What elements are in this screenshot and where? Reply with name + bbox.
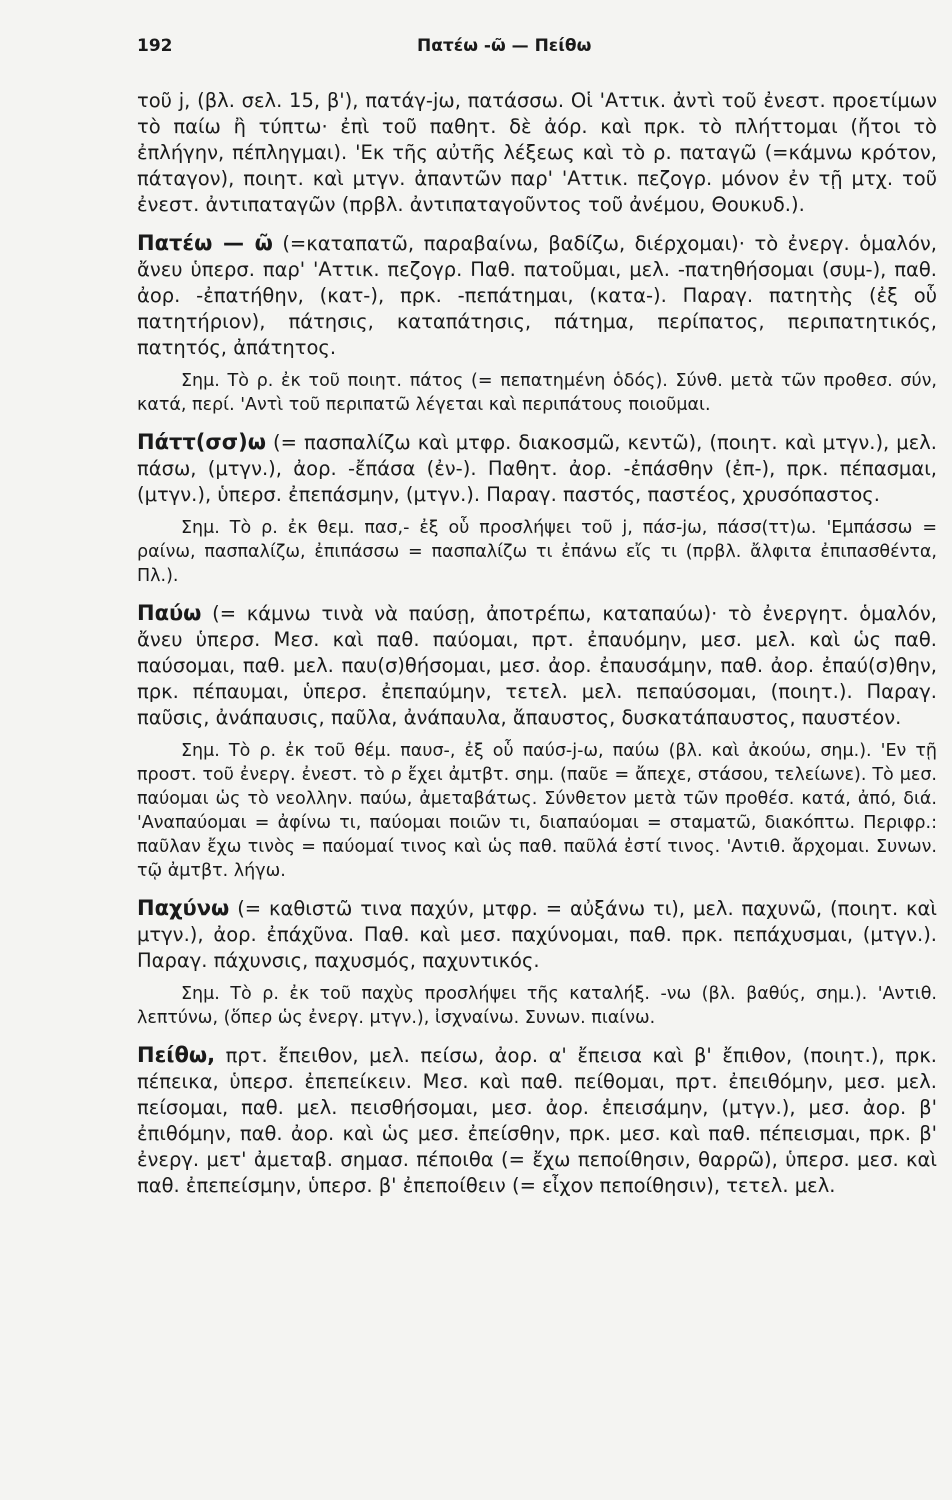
- running-head: Πατέω -ῶ — Πείθω: [417, 36, 592, 56]
- entry-text: (= κάμνω τινὰ νὰ παύσῃ, ἀποτρέπω, καταπαύω)· τὸ ἐνεργητ. ὁμαλόν, ἄνευ ὑπερσ. Μεσ. καὶ παθ. παύομαι, πρτ. ἐπαυόμην, μεσ. μελ. καὶ ὡς παθ. παύσομαι, παθ. μελ. παυ(σ)θήσομαι, μεσ. ἀορ. ἐπαυσάμην, παθ. ἀορ. ἐπαύ(σ)θην, πρκ. πέπαυμαι, ὑπερσ. ἐπεπαύμην, τετελ. μελ. πεπαύσομαι, (ποιητ.). Παραγ. παῦσις, ἀνάπαυσις, παῦλα, ἀνάπαυλα, ἄπαυστος, δυσκατάπαυστος, παυστέον.: [137, 602, 937, 729]
- entry-peitho: [137, 1042, 937, 1199]
- entry-pauo: [137, 600, 937, 731]
- entry-text: τοῦ j, (βλ. σελ. 15, β'), πατάγ-jω, πατάσσω. Οἱ 'Αττικ. ἀντὶ τοῦ ἐνεστ. προετίμων τὸ παίω ἢ τύπτω· ἐπὶ τοῦ παθητ. δὲ ἀόρ. καὶ πρκ. τὸ πλήττομαι (ἤτοι τὸ ἐπλήγην, πέπληγμαι). 'Εκ τῆς αὐτῆς λέξεως καὶ τὸ ρ. παταγῶ (=κάμνω κρότον, πάταγον), ποιητ. καὶ μτγν. ἀπαντῶν παρ' 'Αττικ. πεζογρ. μόνον ἐν τῇ μτχ. τοῦ ἐνεστ. ἀντιπαταγῶν (πρβλ. ἀντιπαταγοῦντος τοῦ ἀνέμου, Θουκυδ.).: [137, 89, 937, 216]
- entry-headword: Παύω: [137, 601, 202, 625]
- entry-headword: Πάττ(σσ)ω: [137, 430, 266, 454]
- page-body: [137, 88, 937, 1199]
- entry-text: πρτ. ἔπειθον, μελ. πείσω, ἀορ. α' ἔπεισα καὶ β' ἔπιθον, (ποιητ.), πρκ. πέπεικα, ὑπερσ. ἐπεπείκειν. Μεσ. καὶ παθ. πείθομαι, πρτ. ἐπειθόμην, μεσ. μελ. πείσομαι, παθ. μελ. πεισθήσομαι, μεσ. ἀορ. ἐπεισάμην, (μτγν.), μεσ. ἀορ. β' ἐπιθόμην, παθ. ἀορ. καὶ ὡς μεσ. ἐπείσθην, πρκ. μεσ. καὶ παθ. πέπεισμαι, πρκ. β' ἐνεργ. μετ' ἀμεταβ. σημασ. πέποιθα (= ἔχω πεποίθησιν, θαρρῶ), ὑπερσ. μεσ. καὶ παθ. ἐπεπείσμην, ὑπερσ. β' ἐπεποίθειν (= εἶχον πεποίθησιν), τετελ. μελ.: [137, 1044, 938, 1197]
- entry-pachyno: [137, 895, 937, 974]
- entry-headword: Παχύνω: [137, 896, 230, 920]
- entry-text: (= καθιστῶ τινα παχύν, μτφρ. = αὐξάνω τι), μελ. παχυνῶ, (ποιητ. καὶ μτγν.), ἀορ. ἐπάχῦνα. Παθ. καὶ μεσ. παχύνομαι, παθ. πρκ. πεπάχυσμαι, (μτγν.). Παραγ. πάχυνσις, παχυσμός, παχυντικός.: [137, 897, 937, 972]
- entry-pateo: [137, 230, 937, 361]
- entry-note: Σημ. Τὸ ρ. ἐκ τοῦ θέμ. παυσ-, ἐξ οὗ παύσ-j-ω, παύω (βλ. καὶ ἀκούω, σημ.). 'Εν τῇ προστ. τοῦ ἐνεργ. ἐνεστ. τὸ ρ ἔχει ἀμτβτ. σημ. (παῦε = ἄπεχε, στάσου, τελείωνε). Τὸ μεσ. παύομαι ὡς τὸ νεολλην. παύω, ἀμεταβάτως. Σύνθετον μετὰ τῶν προθέσ. κατά, ἀπό, διά. 'Αναπαύομαι = ἀφίνω τι, παύομαι ποιῶν τι, διαπαύομαι = σταματῶ, διακόπτω. Περιφρ.: παῦλαν ἔχω τινὸς = παύομαί τινος καὶ ὡς παθ. παῦλά ἐστί τινος. 'Αντιθ. ἄρχομαι. Συνων. τῷ ἀμτβτ. λήγω.: [137, 741, 937, 881]
- entry-note: Σημ. Τὸ ρ. ἐκ τοῦ ποιητ. πάτος (= πεπατημένη ὁδός). Σύνθ. μετὰ τῶν προθεσ. σύν, κατά, περί. 'Αντὶ τοῦ περιπατῶ λέγεται καὶ περιπάτους ποιοῦμαι.: [137, 371, 937, 415]
- entry-headword: Πατέω — ῶ: [137, 231, 273, 255]
- entry-headword: Πείθω,: [137, 1043, 216, 1067]
- page-number: 192: [137, 36, 173, 56]
- entry-text: (= πασπαλίζω καὶ μτφρ. διακοσμῶ, κεντῶ), (ποιητ. καὶ μτγν.), μελ. πάσω, (μτγν.), ἀορ. -ἔπάσα (ἐν-). Παθητ. ἀορ. -ἐπάσθην (ἐπ-), πρκ. πέπασμαι, (μτγν.), ὑπερσ. ἐπεπάσμην, (μτγν.). Παραγ. παστός, παστέος, χρυσόπαστος.: [137, 431, 937, 506]
- entry-text: (=καταπατῶ, παραβαίνω, βαδίζω, διέρχομαι)· τὸ ἐνεργ. ὁμαλόν, ἄνευ ὑπερσ. παρ' 'Αττικ. πεζογρ. Παθ. πατοῦμαι, μελ. -πατηθήσομαι (συμ-), παθ. ἀορ. -ἐπατήθην, (κατ-), πρκ. -πεπάτημαι, (κατα-). Παραγ. πατητὴς (ἐξ οὗ πατητήριον), πάτησις, καταπάτησις, πάτημα, περίπατος, περιπατητικός, πατητός, ἀπάτητος.: [137, 232, 937, 359]
- entry-note: Σημ. Τὸ ρ. ἐκ θεμ. πασ,- ἐξ οὗ προσλήψει τοῦ j, πάσ-jω, πάσσ(ττ)ω. 'Εμπάσσω = ραίνω, πασπαλίζω, ἐπιπάσσω = πασπαλίζω τι ἐπάνω εἴς τι (πρβλ. ἄλφιτα ἐπιπασθέντα, Πλ.).: [137, 518, 937, 586]
- entry-patto: [137, 429, 937, 508]
- page-header: [137, 36, 937, 60]
- entry-continuation: [137, 88, 937, 218]
- entry-note: Σημ. Τὸ ρ. ἐκ τοῦ παχὺς προσλήψει τῆς καταλήξ. -νω (βλ. βαθύς, σημ.). 'Αντιθ. λεπτύνω, (ὅπερ ὡς ἐνεργ. μτγν.), ἰσχναίνω. Συνων. πιαίνω.: [137, 984, 937, 1028]
